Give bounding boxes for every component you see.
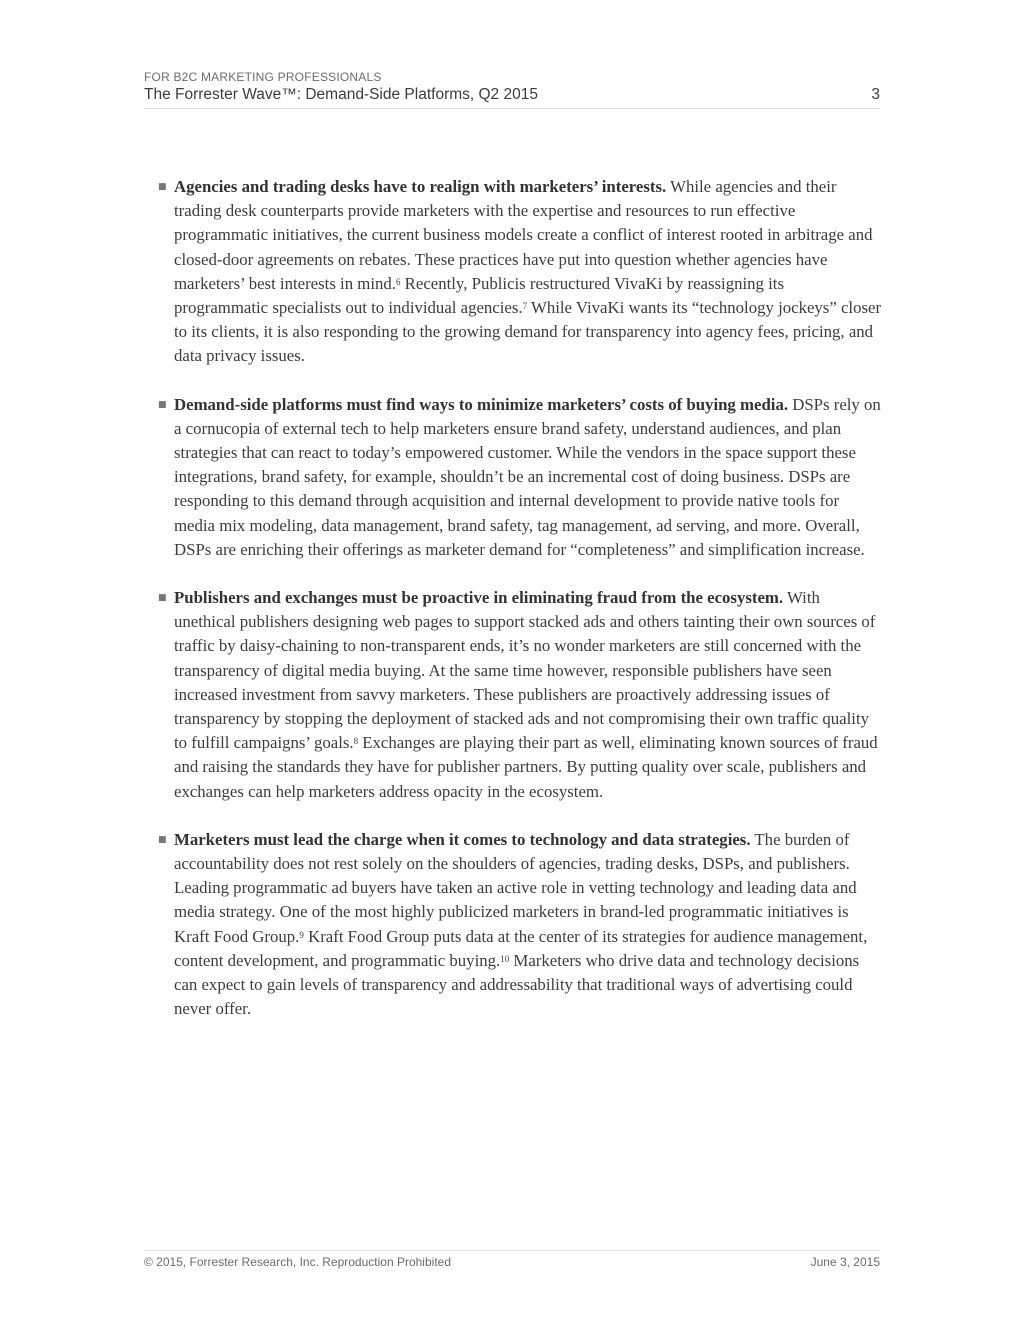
footnote-ref[interactable]: 7 (522, 301, 528, 312)
square-bullet-icon: ■ (158, 182, 167, 192)
body-content (158, 175, 888, 1046)
item-body: Recently, Publicis restructured VivaKi by reassigning its programmatic specialists out to individual agencies. (174, 273, 784, 318)
page-footer (144, 1250, 880, 1269)
item-lead: Marketers must lead the charge when it comes to technology and data strategies. (174, 829, 751, 849)
item-lead: Publishers and exchanges must be proactive in eliminating fraud from the ecosystem. (174, 588, 784, 608)
list-item (158, 175, 888, 369)
list-item (158, 393, 888, 562)
square-bullet-icon: ■ (158, 593, 167, 604)
list-item-text (174, 586, 882, 804)
list-item-text (174, 393, 882, 562)
footnote-ref[interactable]: 6 (395, 276, 401, 287)
document-title: The Forrester Wave™: Demand-Side Platforms, Q2 2015 (144, 86, 538, 103)
page-header (144, 70, 880, 109)
item-lead: Demand-side platforms must find ways to minimize marketers’ costs of buying media. (174, 394, 789, 414)
footnote-ref[interactable]: 10 (500, 953, 510, 964)
item-body: Marketers who drive data and technology decisions can expect to gain levels of transparency and addressability that traditional ways of advertising could never offer. (174, 950, 860, 1019)
list-item-text (174, 175, 882, 369)
item-body: While VivaKi wants its “technology jockeys” closer to its clients, it is also responding to the growing demand for transparency into agency fees, pricing, and data privacy issues. (174, 298, 882, 366)
publication-date: June 3, 2015 (810, 1255, 880, 1269)
list-item (158, 828, 888, 1022)
list-item-text (174, 828, 882, 1022)
square-bullet-icon: ■ (158, 399, 167, 410)
page-number: 3 (871, 86, 880, 103)
square-bullet-icon: ■ (158, 834, 167, 845)
item-body: Kraft Food Group puts data at the center of its strategies for audience management, content development, and programmatic buying. (174, 926, 868, 970)
item-body: DSPs rely on a cornucopia of external tech to help marketers ensure brand safety, understand audiences, and plan strategies that can react to today’s empowered customer. While the vendors in the space support these integrations, brand safety, for example, shouldn’t be an incremental cost of doing business. DSPs are responding to this demand through acquisition and internal development to provide native tools for media mix modeling, data management, brand safety, tag management, ad serving, and more. Overall, DSPs are enriching their offerings as marketer demand for “completeness” and simplification increase. (174, 394, 881, 559)
title-bar (144, 86, 880, 109)
copyright-notice: © 2015, Forrester Research, Inc. Reproduction Prohibited (144, 1255, 451, 1269)
item-body: With unethical publishers designing web pages to support stacked ads and others tainting their own sources of traffic by daisy-chaining to non-transparent ends, it’s no wonder marketers are still concerned with the transparency of digital media buying. At the same time however, responsible publishers have seen increased investment from savvy marketers. These publishers are proactively addressing issues of transparency by stopping the deployment of stacked ads and not compromising their own traffic quality to fulfill campaigns’ goals. (174, 588, 876, 753)
footnote-ref[interactable]: 9 (299, 929, 304, 940)
item-body: Exchanges are playing their part as well, eliminating known sources of fraud and raising the standards they have for publisher partners. By putting quality over scale, publishers and exchanges can help marketers address opacity in the ecosystem. (174, 733, 878, 801)
list-item (158, 586, 888, 804)
item-body: While agencies and their trading desk counterparts provide marketers with the expertise and resources to run effective programmatic initiatives, the current business models create a conflict of interest rooted in arbitrage and closed-door agreements on rebates. These practices have put into question whether agencies have marketers’ best interests in mind. (174, 177, 873, 293)
footnote-ref[interactable]: 8 (353, 736, 359, 747)
item-lead: Agencies and trading desks have to realign with marketers’ interests. (174, 177, 667, 196)
audience-label: FOR B2C MARKETING PROFESSIONALS (144, 70, 382, 84)
item-body: The burden of accountability does not rest solely on the shoulders of agencies, trading desks, DSPs, and publishers. Leading programmatic ad buyers have taken an active role in vetting technology and leading data and media strategy. One of the most highly publicized marketers in brand-led programmatic initiatives is Kraft Food Group. (174, 829, 857, 946)
